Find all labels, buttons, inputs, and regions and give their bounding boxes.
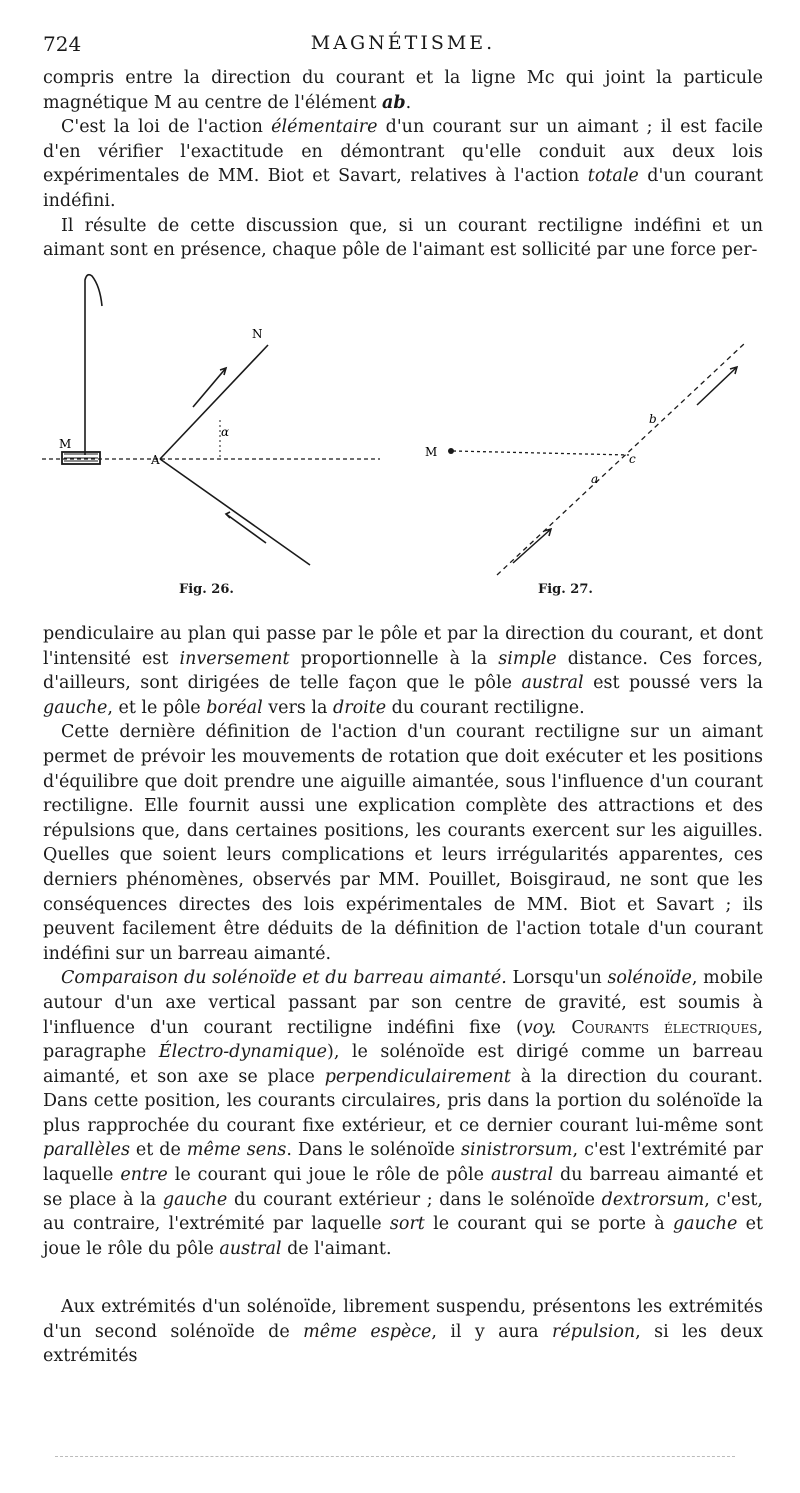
emphasis-text: parallèles: [43, 1140, 130, 1161]
figure-26-caption: Fig. 26.: [179, 582, 234, 597]
emphasis-text: répulsion: [551, 1321, 636, 1342]
emphasis-text: Comparaison du solénoïde et du barreau aimanté.: [61, 968, 507, 989]
paragraph: pendiculaire au plan qui passe par le pôle et par la direction du courant, et dont l'intensité est inversement proportionnelle à la simple distance. Ces forces, d'ailleurs, sont dirigées de telle façon que le pôle austral est poussé vers la gauche, et le pôle boréal vers la droite du courant rectiligne.: [43, 624, 763, 718]
figure-26-label-a: A: [151, 453, 160, 467]
emphasis-text: perpendiculairement: [324, 1066, 511, 1087]
emphasis-text: gauche: [672, 1214, 738, 1235]
figure-26: [30, 270, 390, 597]
figure-27-label-a: a: [591, 472, 599, 486]
text-block-bottom: [43, 1295, 763, 1369]
figure-27-label-m: M: [425, 445, 438, 459]
figure-26-drawing: [30, 270, 390, 580]
emphasis-text: Courants électriques: [571, 1017, 758, 1038]
emphasis-text: voy.: [522, 1017, 557, 1038]
figure-27-drawing: [415, 335, 765, 585]
figure-26-label-alpha: α: [221, 425, 230, 439]
emphasis-text: boréal: [206, 697, 263, 718]
emphasis-text: solénoïde: [607, 968, 692, 989]
emphasis-text: Électro-dynamique: [158, 1042, 327, 1063]
bottom-rule: [55, 1456, 735, 1457]
paragraph: C'est la loi de l'action élémentaire d'un courant sur un aimant ; il est facile d'en vérifier l'exactitude en démontrant qu'elle conduit aux deux lois expérimentales de MM. Biot et Savart, relatives à l'action totale d'un courant indéfini.: [43, 117, 763, 211]
emphasis-text: sort: [389, 1214, 425, 1235]
emphasis-text: austral: [219, 1238, 282, 1259]
paragraph: compris entre la direction du courant et la ligne Mc qui joint la particule magnétique M au centre de l'élément ab.: [43, 68, 763, 113]
emphasis-text: droite: [333, 697, 387, 718]
emphasis-text: gauche: [43, 697, 108, 718]
figure-27-label-b: b: [649, 412, 657, 426]
text-block-middle: [43, 622, 763, 1261]
figure-26-label-n: N: [252, 327, 263, 341]
emphasis-text: sinistrorsum: [460, 1140, 573, 1161]
emphasis-text: austral: [490, 1165, 554, 1186]
emphasis-text: dextrorsum: [601, 1189, 705, 1210]
emphasis-text: inversement: [179, 648, 290, 669]
emphasis-text: austral: [521, 673, 584, 694]
emphasis-text: même sens: [186, 1140, 287, 1161]
emphasis-text: simple: [498, 648, 557, 669]
page-number: 724: [43, 32, 82, 56]
paragraph: Cette dernière définition de l'action d'un courant rectiligne sur un aimant permet de prévoir les mouvements de rotation que doit exécuter et les positions d'équilibre que doit prendre une aiguille aimantée, sous l'influence d'un courant rectiligne. Elle fournit aussi une explication complète des attractions et des répulsions que, dans certaines positions, les courants exercent sur les aiguilles. Quelles que soient leurs complications et leurs irrégularités apparentes, ces derniers phénomènes, observés par MM. Pouillet, Boisgiraud, ne sont que les conséquences directes des lois expérimentales de MM. Biot et Savart ; ils peuvent facilement être déduits de la définition de l'action totale d'un courant indéfini sur un barreau aimanté.: [43, 722, 763, 964]
emphasis-text: même espèce: [303, 1321, 432, 1342]
paragraph: Aux extrémités d'un solénoïde, librement suspendu, présentons les extrémités d'un second solénoïde de même espèce, il y aura répulsion, si les deux extrémités: [43, 1297, 763, 1367]
emphasis-text: entre: [120, 1165, 168, 1186]
figure-27: [415, 335, 765, 597]
figure-26-label-m: M: [59, 437, 72, 451]
page-header: [43, 32, 763, 62]
text-block-top: [43, 66, 763, 263]
paragraph: Il résulte de cette discussion que, si un courant rectiligne indéfini et un aimant sont en présence, chaque pôle de l'aimant est sollicité par une force per-: [43, 215, 763, 261]
figure-27-label-c: c: [629, 452, 636, 466]
emphasis-text: totale: [587, 166, 639, 187]
emphasis-text: élémentaire: [271, 117, 378, 138]
emphasis-text: ab: [382, 92, 406, 113]
figure-27-caption: Fig. 27.: [538, 582, 593, 597]
running-title: MAGNÉTISME.: [310, 32, 496, 54]
emphasis-text: gauche: [162, 1189, 228, 1210]
paragraph: Comparaison du solénoïde et du barreau aimanté. Lorsqu'un solénoïde, mobile autour d'un axe vertical passant par son centre de gravité, est soumis à l'influence d'un courant rectiligne indéfini fixe (voy. Courants électriques, paragraphe Électro-dynamique), le solénoïde est dirigé comme un barreau aimanté, et son axe se place perpendiculairement à la direction du courant. Dans cette position, les courants circulaires, pris dans la portion du solénoïde la plus rapprochée du courant fixe extérieur, et ce dernier courant lui-même sont parallèles et de même sens. Dans le solénoïde sinistrorsum, c'est l'extrémité par laquelle entre le courant qui joue le rôle de pôle austral du barreau aimanté et se place à la gauche du courant extérieur ; dans le solénoïde dextrorsum, c'est, au contraire, l'extrémité par laquelle sort le courant qui se porte à gauche et joue le rôle du pôle austral de l'aimant.: [43, 968, 764, 1259]
